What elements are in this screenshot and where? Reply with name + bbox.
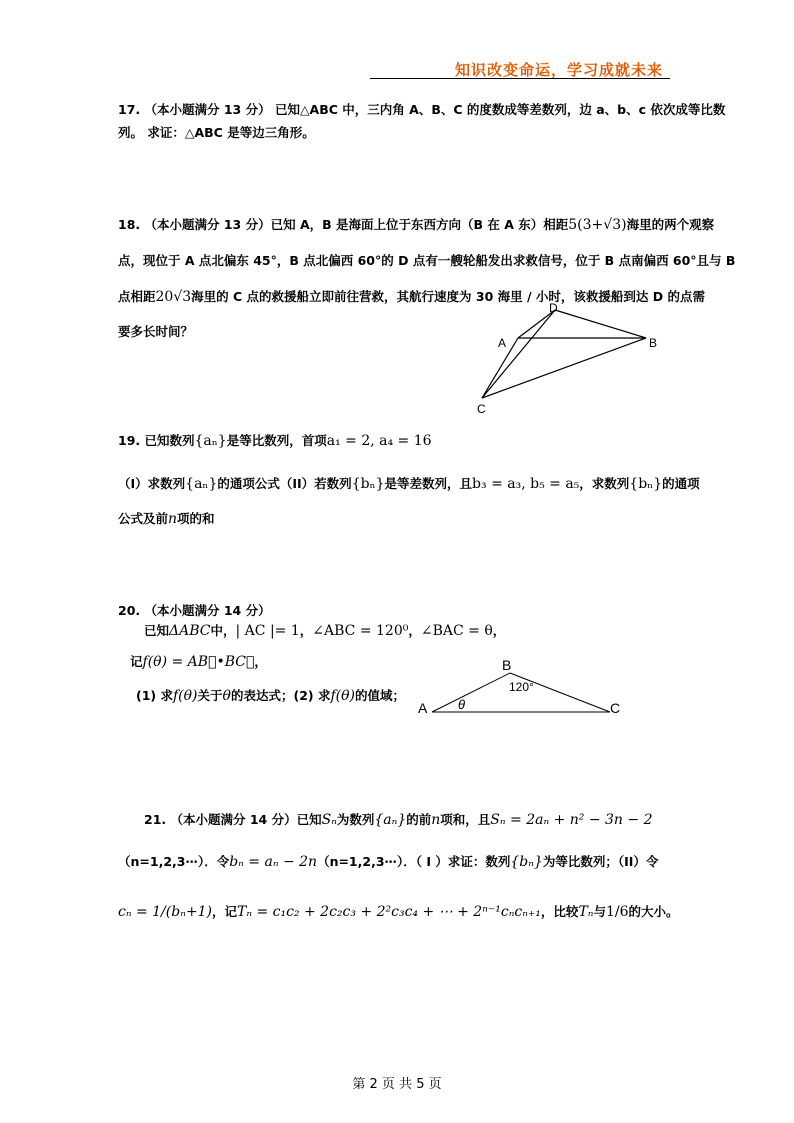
label-b: B [649, 336, 658, 350]
q18-text-3a: 点相距 [118, 289, 156, 304]
q20-angle-abc: ∠ABC = 120⁰ [312, 623, 409, 639]
q18-text-1a: 18. （本小题满分 13 分）已知 A，B 是海面上位于东西方向（B 在 A 东）相距 [118, 217, 569, 232]
q19-text-1b: 是等比数列，首项 [226, 433, 327, 448]
q20-theta: θ [222, 688, 231, 704]
q19-text-3a: 公式及前 [118, 511, 169, 526]
q20-text-2e: ， [492, 623, 506, 638]
q21-tn-def: Tₙ = c₁c₂ + 2c₂c₃ + 2²c₃c₄ + ⋯ + 2ⁿ⁻¹cₙcₙ₊₁ [236, 904, 541, 920]
q19-initial-terms: a₁ = 2, a₄ = 16 [326, 433, 432, 449]
q20-text-2b: 中， [210, 623, 236, 638]
q19-seq-b-2: {bₙ} [629, 476, 663, 492]
q21-line1 [144, 810, 652, 828]
q18-distance-ab: 5(3+√3) [568, 217, 627, 233]
q20-figure [412, 655, 634, 717]
label-angle-120: 120° [509, 680, 534, 694]
q20-line3 [130, 652, 267, 670]
q20-line2 [144, 621, 505, 639]
q19-line1 [118, 431, 432, 449]
page-footer: 第 2 页 共 5 页 [352, 1077, 442, 1092]
q21-text-1b: 为数列 [336, 812, 375, 827]
q20-function-def: f(θ) = AB⃗•BC⃗ [142, 654, 255, 670]
label-b: B [502, 657, 512, 673]
q21-text-1d: 项和，且 [440, 812, 491, 827]
q18-text-3b: 海里的 C 点的救援船立即前往营救，其航行速度为 30 海里 / 小时，该救援船到达 D 的点需 [191, 289, 705, 304]
q21-bn-def: bₙ = aₙ − 2n [229, 854, 318, 870]
q21-text-3d: 的大小。 [628, 904, 679, 919]
q20-triangle: ΔABC [169, 623, 211, 639]
label-theta: θ [458, 697, 466, 712]
segment-db [555, 310, 646, 338]
label-a: A [498, 336, 507, 350]
header-slogan: 知识改变命运，学习成就未来 [455, 61, 664, 79]
q20-text-2c: ， [299, 623, 313, 638]
q19-conditions: b₃ = a₃, b₅ = a₅ [472, 476, 580, 492]
q21-text-1a: 21. （本小题满分 14 分）已知 [144, 812, 322, 827]
q19-line2 [118, 474, 700, 492]
q20-text-2a: 已知 [144, 623, 170, 638]
q19-text-2c: 是等差数列，且 [384, 476, 473, 491]
q19-text-2d: ，求数列 [579, 476, 630, 491]
q21-text-3a: ，记 [211, 904, 237, 919]
q21-sn-formula: Sₙ = 2aₙ + n² − 3n − 2 [490, 812, 653, 828]
q19-text-1a: 19. 已知数列 [118, 433, 195, 448]
q21-line3 [118, 902, 679, 920]
q21-seq-b: {bₙ} [510, 854, 543, 870]
q20-text-3b: ， [254, 654, 267, 669]
q18-text-1b: 海里的两个观察 [626, 217, 715, 232]
q20-text-4a: (1) 求 [136, 688, 173, 703]
q18-line1 [118, 215, 714, 233]
q17-line2: 列。 求证：△ABC 是等边三角形。 [118, 125, 315, 140]
q19-line3 [118, 509, 215, 527]
q18-distance-bc: 20√3 [155, 289, 192, 305]
q20-f-theta-1: f(θ) [172, 688, 198, 704]
label-a: A [418, 700, 428, 716]
q18-line4: 要多长时间？ [118, 324, 194, 339]
q20-text-4d: 的值域； [355, 688, 406, 703]
q20-text-2d: ， [408, 623, 421, 638]
q19-text-2a: （I）求数列 [118, 476, 186, 491]
q20-text-4b: 关于 [197, 688, 223, 703]
q19-text-2e: 的通项 [662, 476, 700, 491]
q21-tn: Tₙ [578, 904, 594, 920]
q19-text-3b: 项的和 [177, 511, 215, 526]
segment-ab [432, 673, 510, 712]
q19-n: n [168, 511, 178, 527]
q21-line2 [118, 852, 658, 870]
q21-text-2a: （n=1,2,3⋯）．令 [118, 854, 230, 869]
q21-text-1c: 的前 [406, 812, 432, 827]
q19-text-2b: 的通项公式（II）若数列 [217, 476, 352, 491]
q19-seq-b: {bₙ} [351, 476, 385, 492]
q21-text-3c: 与 [593, 904, 606, 919]
q18-figure [470, 300, 670, 418]
q20-angle-bac: ∠BAC = θ [420, 623, 493, 639]
q20-text-4c: 的表达式；(2) 求 [230, 688, 331, 703]
q21-seq-a: {aₙ} [374, 812, 407, 828]
q20-text-3a: 记 [130, 654, 143, 669]
q17-line1: 17. （本小题满分 13 分） 已知△ABC 中，三内角 A、B、C 的度数成等差数列，边 a、b、c 依次成等比数 [118, 102, 726, 117]
header-rule [370, 78, 670, 79]
label-d: D [549, 301, 558, 315]
q20-line4 [136, 686, 405, 704]
q19-seq-a-2: {aₙ} [185, 476, 218, 492]
q21-text-2c: 为等比数列；（II）令 [542, 854, 659, 869]
q21-one-sixth: 1/6 [605, 904, 629, 920]
q20-ac-length: | AC |= 1 [235, 623, 300, 639]
q18-line2: 点，现位于 A 点北偏东 45°，B 点北偏西 60°的 D 点有一艘轮船发出求救信号，位于 B 点南偏西 60°且与 B [118, 253, 736, 268]
label-c: C [477, 402, 486, 416]
q21-text-2b: （n=1,2,3⋯）．（ I ）求证：数列 [317, 854, 511, 869]
q21-sn: Sₙ [321, 812, 337, 828]
label-c: C [610, 700, 621, 716]
q21-n: n [431, 812, 441, 828]
q21-text-3b: ，比较 [540, 904, 579, 919]
q21-cn-def: cₙ = 1/(bₙ+1) [118, 904, 212, 920]
q20-line1: 20. （本小题满分 14 分） [118, 603, 271, 618]
q20-f-theta-2: f(θ) [330, 688, 356, 704]
q19-seq-a: {aₙ} [194, 433, 227, 449]
